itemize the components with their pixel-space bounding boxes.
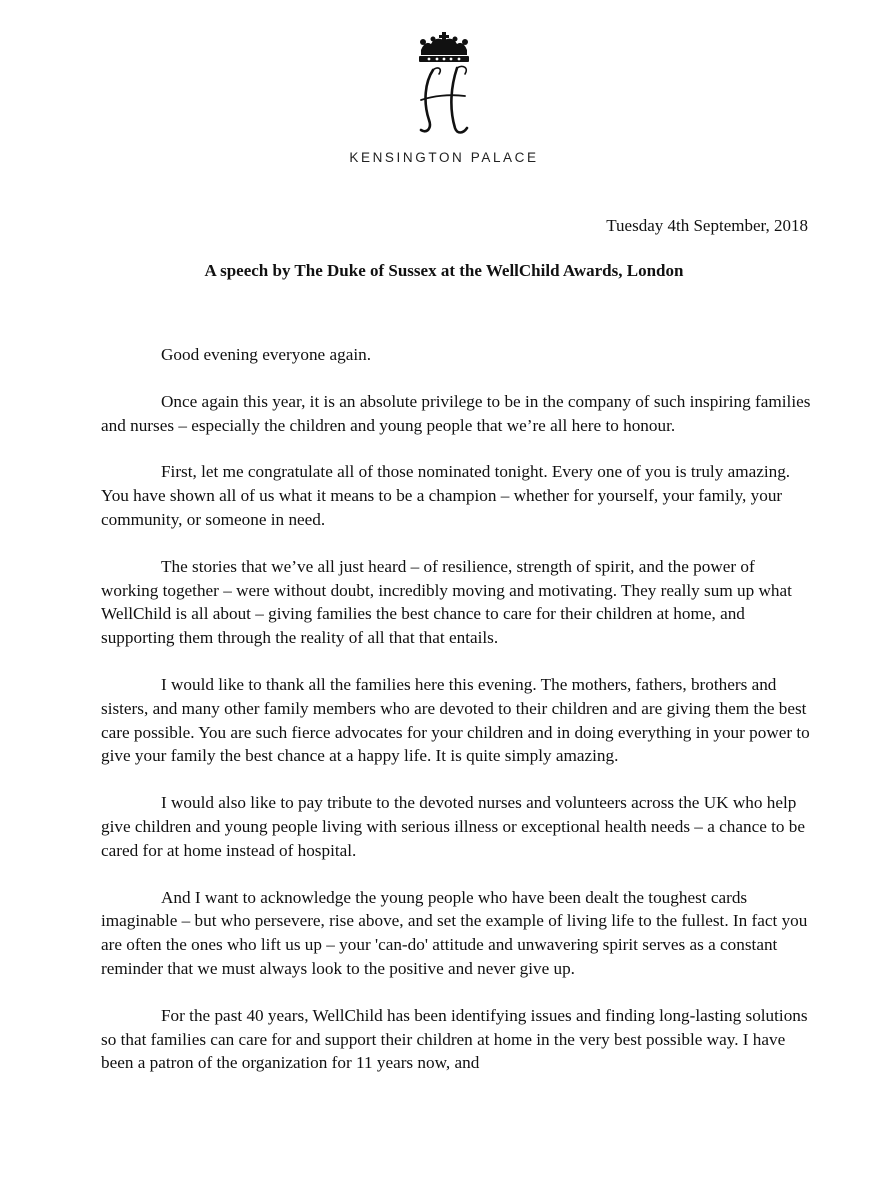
speech-paragraph: I would like to thank all the families here this evening. The mothers, fathers, brothers and sisters, and many other family members who are devoted to their children and are giving them the best care possible. You are such fierce advocates for your children and in doing everything in your power to give your family the best chance at a happy life. It is quite simply amazing. (101, 674, 810, 766)
speech-paragraph: Once again this year, it is an absolute privilege to be in the company of such inspiring families and nurses – especially the children and young people that we’re all here to honour. (101, 391, 811, 435)
crowned-h-monogram-icon (399, 30, 489, 142)
speech-paragraph: The stories that we’ve all just heard – of resilience, strength of spirit, and the power of working together – were without doubt, incredibly moving and motivating. They really sum up what WellChild is all about – giving families the best chance to care for their children at home, and supporting them through the reality of all that that entails. (101, 556, 792, 648)
speech-body (101, 343, 813, 1098)
speech-paragraph: Good evening everyone again. (161, 345, 371, 364)
organization-name: KENSINGTON PALACE (349, 150, 539, 165)
letterhead (0, 30, 888, 165)
speech-paragraph: I would also like to pay tribute to the devoted nurses and volunteers across the UK who help give children and young people living with serious illness or exceptional health needs – a chance to be cared for at home instead of hospital. (101, 793, 806, 860)
document-title: A speech by The Duke of Sussex at the WellChild Awards, London (204, 261, 684, 280)
speech-paragraph: For the past 40 years, WellChild has been identifying issues and finding long-lasting solutions so that families can care for and support their children at home in the very best possible way. I have been a patron of the organization for 11 years now, and (101, 1005, 808, 1073)
speech-paragraph: And I want to acknowledge the young people who have been dealt the toughest cards imaginable – but who persevere, rise above, and set the example of living life to the fullest. In fact you are often the ones who lift us up – your 'can-do' attitude and unwavering spirit serves as a constant reminder that we must always look to the positive and never give up. (101, 887, 808, 978)
speech-paragraph: First, let me congratulate all of those nominated tonight. Every one of you is truly amazing. You have shown all of us what it means to be a champion – whether for yourself, your family, your community, or someone in need. (101, 462, 791, 529)
document-date: Tuesday 4th September, 2018 (606, 216, 808, 235)
